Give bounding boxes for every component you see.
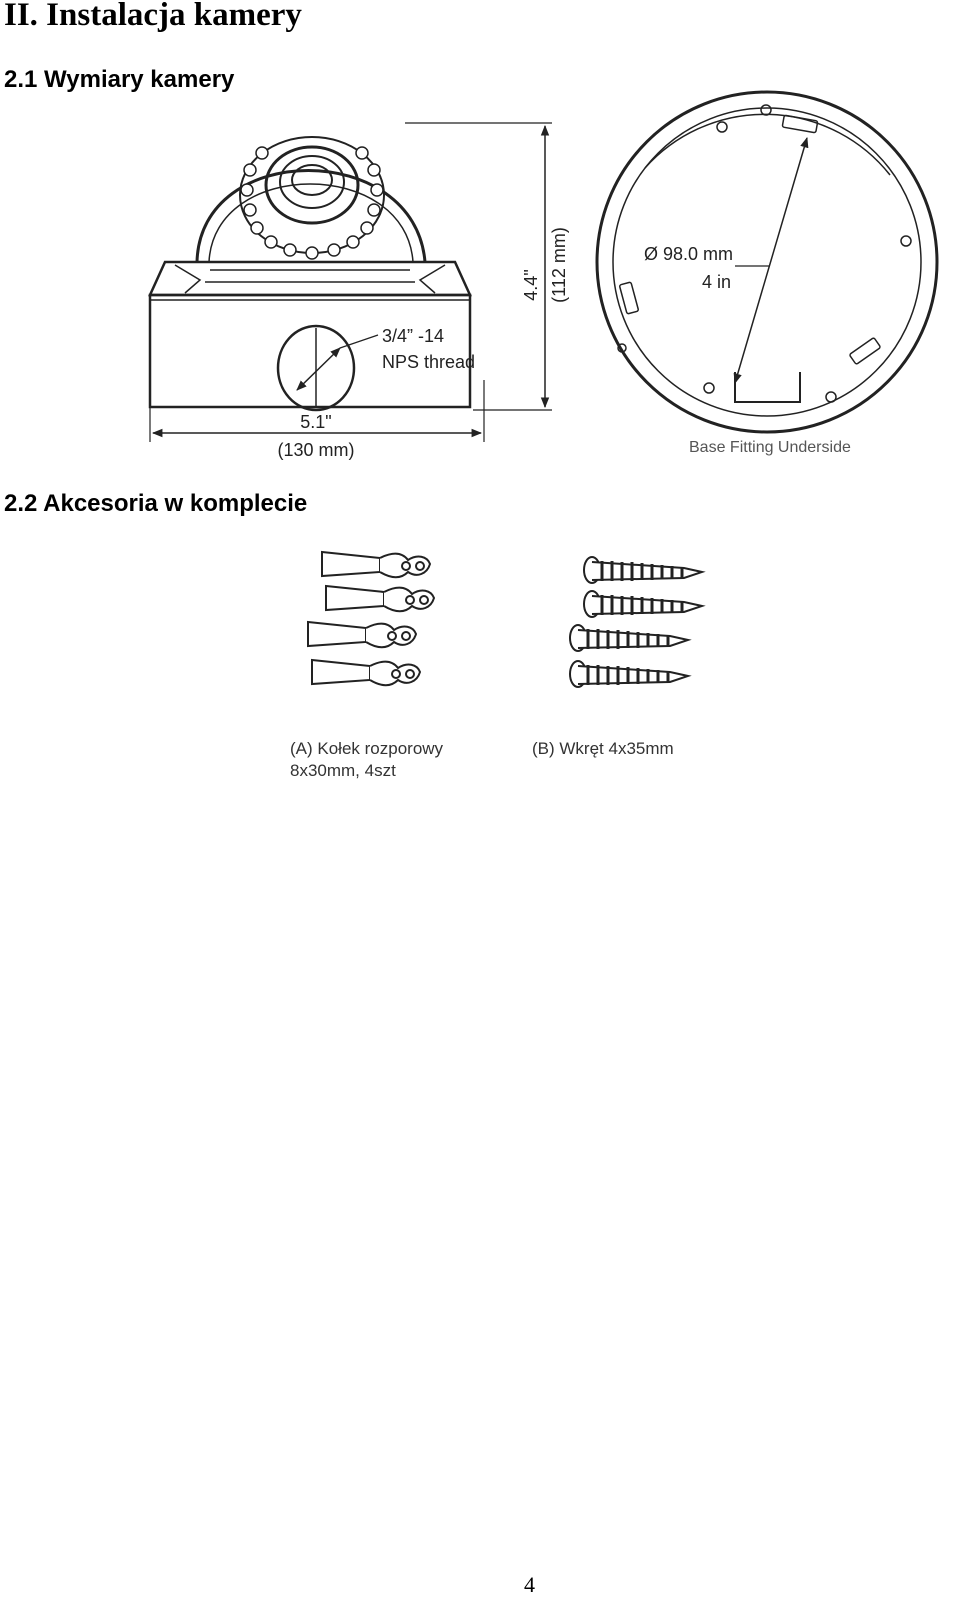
width-inches: 5.1" <box>300 412 332 432</box>
dimensions-heading: 2.1 Wymiary kamery <box>4 66 235 93</box>
wall-plugs-drawing <box>308 552 434 685</box>
thread-label-line2: NPS thread <box>382 352 476 372</box>
item-b-label: (B) Wkręt 4x35mm <box>532 739 674 758</box>
height-inches: 4.4" <box>521 269 541 301</box>
item-a-label-line2: 8x30mm, 4szt <box>290 761 396 780</box>
camera-side-drawing <box>150 123 552 442</box>
diameter-mm: Ø 98.0 mm <box>644 244 734 264</box>
diameter-in: 4 in <box>702 272 732 292</box>
screws-drawing <box>570 557 702 687</box>
page-number: 4 <box>524 1572 535 1597</box>
accessories-heading: 2.2 Akcesoria w komplecie <box>4 490 308 517</box>
section-title: II. Instalacja kamery <box>4 0 302 33</box>
height-mm: (112 mm) <box>549 227 569 303</box>
thread-label-line1: 3/4” -14 <box>382 326 445 346</box>
item-a-label-line1: (A) Kołek rozporowy <box>290 739 444 758</box>
ir-led-ring <box>241 147 383 259</box>
base-fitting-caption: Base Fitting Underside <box>689 439 851 456</box>
width-mm: (130 mm) <box>277 440 355 460</box>
